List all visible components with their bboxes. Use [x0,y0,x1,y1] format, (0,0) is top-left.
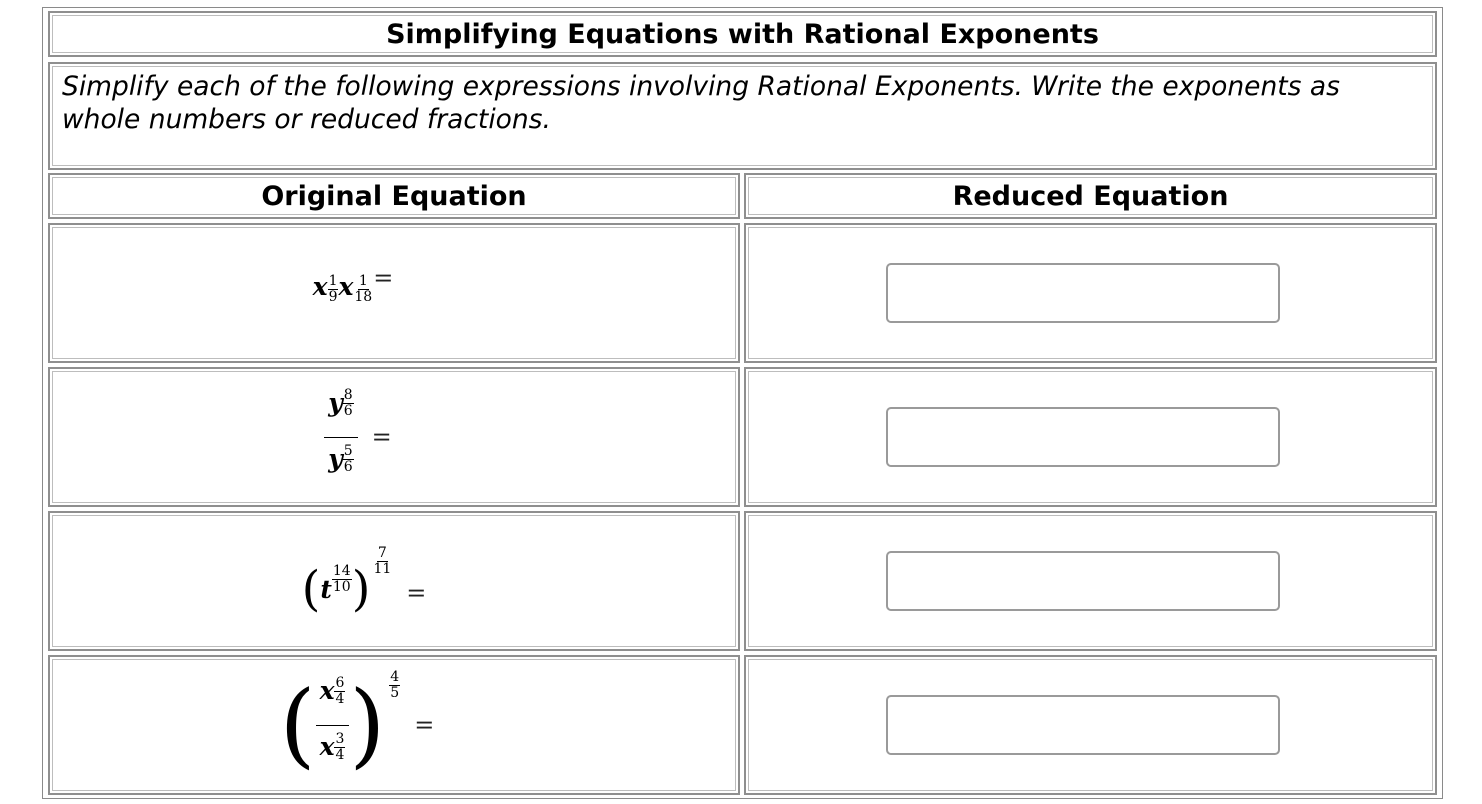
reduced-column-header [744,173,1437,219]
answer-input-1[interactable] [886,263,1280,323]
outer-exponent: $\frac{7}{11}$ [373,544,392,577]
reduced-equation-cell-1 [744,223,1437,363]
reduced-equation-cell-2 [744,367,1437,507]
original-column-label: Original Equation [261,180,527,212]
original-equation-3 [48,511,740,651]
answer-input-4[interactable] [886,695,1280,755]
quotient-fraction: x $\frac{6}{4}$ x $\frac{3}{4}$ [316,676,350,775]
page-title: Simplifying Equations with Rational Exponents [386,18,1099,50]
original-equation-2 [48,367,740,507]
instructions-cell [48,62,1437,170]
base-variable: x [312,271,328,301]
exponent: $\frac{1}{9}$ [328,272,338,305]
equation-quotient-power: ( x $\frac{6}{4}$ x $\frac{3}{4}$ ) $\frac{4}{5}$ = [279,668,435,778]
equals-sign: = [373,263,394,292]
answer-input-2[interactable] [886,407,1280,467]
original-equation-1 [48,223,740,363]
reduced-equation-cell-4 [744,655,1437,795]
reduced-column-label: Reduced Equation [952,180,1229,212]
worksheet-table [42,7,1443,799]
original-equation-4 [48,655,740,795]
outer-exponent: $\frac{4}{5}$ [390,668,400,701]
quotient-fraction: y $\frac{8}{6}$ y $\frac{5}{6}$ [324,388,357,487]
exponent: $\frac{1}{18}$ [354,272,373,305]
equation-product [312,263,394,315]
instructions: Simplify each of the following expressions involving Rational Exponents. Write the exponents as whole numbers or reduced fractions. [62,71,1340,135]
answer-input-3[interactable] [886,551,1280,611]
original-column-header [48,173,740,219]
equals-sign: = [414,711,435,739]
reduced-equation-cell-3 [744,511,1437,651]
base-variable: x [338,271,354,301]
equation-power: ( t 14 10 ) $\frac{7}{11}$ = [301,544,427,617]
equals-sign: = [371,423,392,451]
equation-quotient [324,388,392,487]
title-cell [48,11,1437,57]
equals-sign: = [406,579,427,607]
